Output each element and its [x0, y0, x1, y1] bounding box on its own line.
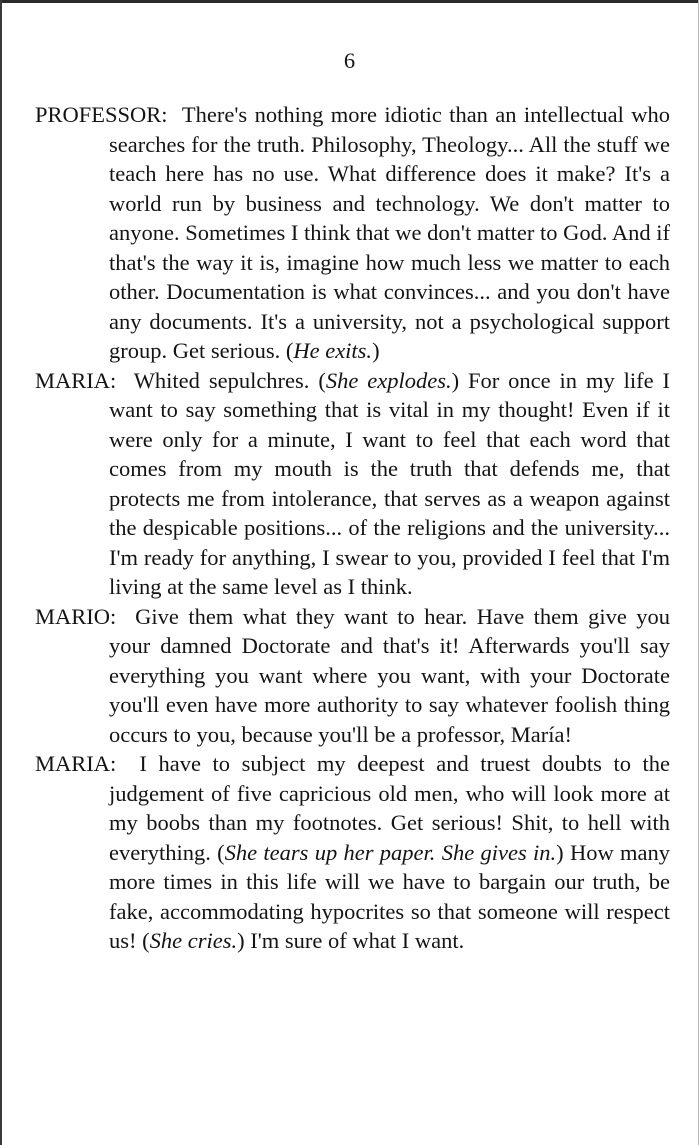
dialogue-text: ) [372, 338, 380, 363]
stage-direction: She tears up her paper. She gives in. [224, 839, 557, 865]
speaker-name: PROFESSOR: [35, 102, 168, 127]
dialogue-text: Whited sepulchres. ( [133, 367, 326, 393]
dialogue-maria [35, 366, 670, 602]
dialogue-professor [35, 100, 670, 366]
speaker-name: MARIA: [35, 367, 117, 393]
dialogue-text: Give them what they want to hear. Have them give you your damned Doctorate and that's it! Afterwards you'll say everything you want where you want, with your Doctorate you'll even have more authority to say whatever foolish thing occurs to you, because you'll be a professor, María! [109, 603, 670, 747]
page-left-edge [0, 0, 2, 1145]
stage-direction: She cries. [149, 928, 238, 953]
dialogue-text: ) For once in my life I want to say something that is vital in my thought! Even if it were only for a minute, I want to feel that each word that comes from my mouth is the truth that defends me, that protects me from intolerance, that serves as a weapon against the despicable positions... of the religions and the university... I'm ready for anything, I swear to you, provided I feel that I'm living at the same level as I think. [109, 367, 670, 599]
dialogue-maria [35, 749, 670, 956]
speaker-name: MARIO: [35, 603, 117, 629]
script-body [35, 100, 670, 956]
dialogue-text: I have to subject my deepest and truest doubts to the judgement of five capricious old men, who will look more at my boobs than my footnotes. Get serious! Shit, to hell with everything. ( [109, 751, 670, 865]
dialogue-text: There's nothing more idiotic than an intellectual who searches for the truth. Philosophy, Theology... All the stuff we teach here has no use. What difference does it make? It's a world run by business and technology. We don't matter to anyone. Sometimes I think that we don't matter to God. And if that's the way it is, imagine how much less we matter to each other. Documentation is what convinces... and you don't have any documents. It's a university, not a psychological support group. Get serious. ( [109, 102, 671, 363]
dialogue-mario [35, 602, 670, 750]
page-number: 6 [343, 48, 356, 73]
page-top-edge [0, 0, 699, 3]
dialogue-text: ) I'm sure of what I want. [237, 928, 465, 953]
stage-direction: She explodes. [325, 367, 452, 393]
dialogue-text: ) How many more times in this life will we have to bargain our truth, be fake, accommodating hypocrites so that someone will respect us! ( [109, 839, 670, 953]
speaker-name: MARIA: [35, 751, 117, 776]
stage-direction: He exits. [293, 338, 373, 363]
